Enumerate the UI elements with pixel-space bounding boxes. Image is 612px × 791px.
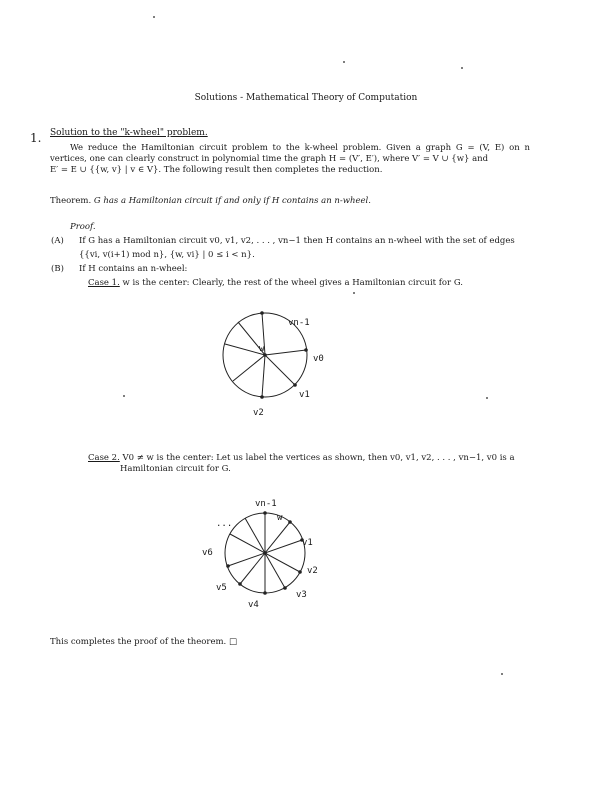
wheel-2-label-dots: ... xyxy=(216,519,233,529)
wheel-2-label-v1: v1 xyxy=(302,538,313,548)
scan-speck xyxy=(486,397,488,399)
wheel-1-vertex xyxy=(293,383,297,387)
intro-paragraph-line-1: We reduce the Hamiltonian circuit problem to the k-wheel problem. Given a graph G = (V, E) on n vertices, one can clearly construct in polynomial time the graph H = (V′, E′), where V′ = V ∪ {w} and xyxy=(50,143,530,164)
section-number: 1. xyxy=(30,131,42,145)
wheel-2-label-v2: v2 xyxy=(307,566,318,576)
scan-speck xyxy=(353,292,355,294)
wheel-2-label-w: w xyxy=(277,513,283,523)
wheel-1-vertex xyxy=(304,348,308,352)
wheel-1-spoke xyxy=(233,355,265,381)
item-b-text: If H contains an n-wheel: xyxy=(79,264,188,274)
proof-conclusion: This completes the proof of the theorem. □ xyxy=(50,637,237,647)
wheel-2-label-v5: v5 xyxy=(216,583,227,593)
theorem-label: Theorem. xyxy=(50,196,92,206)
wheel-1-label-v2: v2 xyxy=(253,408,264,418)
scan-speck xyxy=(123,395,125,397)
scan-speck xyxy=(343,61,345,63)
scan-speck xyxy=(461,67,463,69)
wheel-1-label-v0: v0 xyxy=(313,354,324,364)
item-a-label: (A) xyxy=(51,236,64,246)
scan-speck xyxy=(153,16,155,18)
wheel-2-label-vn1: vn-1 xyxy=(255,499,277,509)
wheel-2-vertex xyxy=(288,520,292,524)
wheel-2-vertex xyxy=(263,511,267,515)
case-1-label: Case 1. xyxy=(88,278,120,288)
case-1-text: w is the center: Clearly, the rest of the wheel gives a Hamiltonian circuit for G. xyxy=(122,278,464,288)
wheel-2-vertex xyxy=(263,591,267,595)
case-2-text: V0 ≠ w is the center: Let us label the vertices as shown, then v0, v1, v2, . . . , vn−1, v0 is a xyxy=(122,453,515,463)
wheel-2-label-v3: v3 xyxy=(296,590,307,600)
section-title: Solution to the "k-wheel" problem. xyxy=(50,128,208,138)
wheel-2-vertex xyxy=(238,582,242,586)
wheel-1-vertex xyxy=(260,395,264,399)
wheel-1-spoke xyxy=(265,355,295,385)
wheel-2-label-v4: v4 xyxy=(248,600,259,610)
wheel-2-vertex xyxy=(226,564,230,568)
wheel-1-label-w: w xyxy=(259,344,265,354)
case-2-continuation: Hamiltonian circuit for G. xyxy=(120,463,231,474)
scan-speck xyxy=(501,673,503,675)
item-a-line-2: {{vi, v(i+1) mod n}, {w, vi} | 0 ≤ i < n}. xyxy=(79,250,255,260)
item-a-line-1: If G has a Hamiltonian circuit v0, v1, v2, . . . , vn−1 then H contains an n-wheel with the set of edges xyxy=(79,236,515,246)
wheel-figure-1 xyxy=(223,311,324,418)
wheel-1-label-vn1: vn-1 xyxy=(288,318,310,328)
wheel-2-vertex xyxy=(283,586,287,590)
case-2-label: Case 2. xyxy=(88,453,120,463)
theorem-text: G has a Hamiltonian circuit if and only if H contains an n-wheel. xyxy=(93,196,371,206)
proof-label: Proof. xyxy=(70,222,96,232)
wheel-1-spoke xyxy=(265,350,306,355)
intro-paragraph-line-2: E′ = E ∪ {{w, v} | v ∈ V}. The following result then completes the reduction. xyxy=(50,165,383,176)
item-b-label: (B) xyxy=(51,264,64,274)
wheel-1-spoke xyxy=(262,355,265,397)
wheel-figure-2 xyxy=(202,499,318,610)
wheel-2-center xyxy=(263,551,267,555)
wheel-2-vertex xyxy=(298,570,302,574)
wheel-1-vertex xyxy=(260,311,264,315)
page-title: Solutions - Mathematical Theory of Computation xyxy=(194,93,418,103)
wheel-1-label-v1: v1 xyxy=(299,390,310,400)
wheel-2-label-v6: v6 xyxy=(202,548,213,558)
